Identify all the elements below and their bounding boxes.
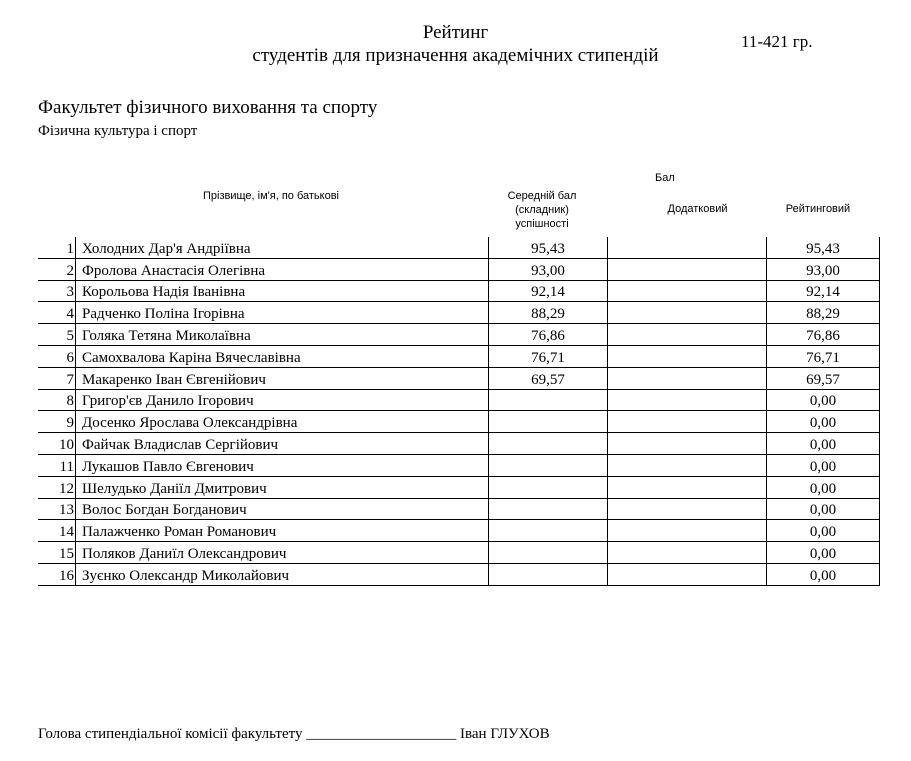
additional-score [608,498,767,520]
average-score: 76,71 [489,345,608,367]
row-number: 2 [38,258,76,280]
signature-line: ____________________ [306,726,457,742]
average-score [489,411,608,433]
table-row [38,324,880,346]
signer-name: Іван ГЛУХОВ [460,726,550,742]
additional-score [608,367,767,389]
student-name: Файчак Владислав Сергійович [76,433,489,455]
student-name: Палажченко Роман Романович [76,520,489,542]
column-header-bal: Бал [655,172,675,184]
student-name: Самохвалова Каріна Вячеславівна [76,345,489,367]
column-header-average-line2: (складник) [515,204,569,216]
rating-score: 92,14 [767,280,880,302]
student-name: Корольова Надія Іванівна [76,280,489,302]
average-score [489,476,608,498]
rating-score: 0,00 [767,433,880,455]
row-number: 15 [38,542,76,564]
average-score [489,563,608,585]
row-number: 12 [38,476,76,498]
additional-score [608,433,767,455]
student-name: Радченко Поліна Ігорівна [76,302,489,324]
row-number: 9 [38,411,76,433]
student-name: Макаренко Іван Євгенійович [76,367,489,389]
average-score: 92,14 [489,280,608,302]
student-name: Лукашов Павло Євгенович [76,454,489,476]
row-number: 5 [38,324,76,346]
additional-score [608,389,767,411]
column-header-average [503,189,581,231]
rating-score: 0,00 [767,542,880,564]
additional-score [608,476,767,498]
table-row [38,433,880,455]
table-row [38,498,880,520]
document-title: Рейтинг [422,22,489,43]
additional-score [608,258,767,280]
additional-score [608,324,767,346]
specialty-name: Фізична культура і спорт [38,123,198,139]
table-row [38,302,880,324]
additional-score [608,454,767,476]
student-name: Волос Богдан Богданович [76,498,489,520]
table-row [38,389,880,411]
average-score: 88,29 [489,302,608,324]
student-name: Досенко Ярослава Олександрівна [76,411,489,433]
row-number: 13 [38,498,76,520]
row-number: 11 [38,454,76,476]
additional-score [608,411,767,433]
column-header-average-line1: Середній бал [507,190,577,202]
group-label: 11-421 гр. [741,32,813,51]
column-header-average-line3: успішності [515,218,569,230]
rating-score: 0,00 [767,411,880,433]
rating-score: 0,00 [767,563,880,585]
average-score [489,542,608,564]
average-score: 93,00 [489,258,608,280]
average-score [489,520,608,542]
additional-score [608,237,767,258]
table-row [38,542,880,564]
row-number: 4 [38,302,76,324]
rating-score: 95,43 [767,237,880,258]
average-score: 76,86 [489,324,608,346]
additional-score [608,520,767,542]
student-name: Григор'єв Данило Ігорович [76,389,489,411]
table-row [38,367,880,389]
table-row [38,520,880,542]
average-score [489,433,608,455]
average-score: 95,43 [489,237,608,258]
average-score [489,389,608,411]
row-number: 7 [38,367,76,389]
additional-score [608,542,767,564]
table-row [38,237,880,258]
table-row [38,280,880,302]
row-number: 6 [38,345,76,367]
table-row [38,454,880,476]
column-header-name: Прізвище, ім'я, по батькові [203,190,339,202]
average-score: 69,57 [489,367,608,389]
table-row [38,345,880,367]
table-row [38,411,880,433]
rating-score: 88,29 [767,302,880,324]
rating-score: 0,00 [767,476,880,498]
table-row [38,476,880,498]
additional-score [608,302,767,324]
additional-score [608,280,767,302]
row-number: 3 [38,280,76,302]
student-name: Зуєнко Олександр Миколайович [76,563,489,585]
average-score [489,498,608,520]
rating-score: 0,00 [767,520,880,542]
table-row [38,563,880,585]
footer-signature [38,726,550,743]
rating-score: 76,71 [767,345,880,367]
rating-score: 0,00 [767,498,880,520]
row-number: 16 [38,563,76,585]
row-number: 14 [38,520,76,542]
rating-score: 76,86 [767,324,880,346]
rating-table [38,237,880,586]
table-row [38,258,880,280]
student-name: Фролова Анастасія Олегівна [76,258,489,280]
document-subtitle: студентів для призначення академічних стипендій [252,45,659,66]
row-number: 1 [38,237,76,258]
student-name: Шелудько Даніїл Дмитрович [76,476,489,498]
faculty-name: Факультет фізичного виховання та спорту [38,97,378,118]
additional-score [608,563,767,585]
column-header-rating: Рейтинговий [785,203,851,215]
student-name: Голяка Тетяна Миколаївна [76,324,489,346]
row-number: 10 [38,433,76,455]
rating-score: 93,00 [767,258,880,280]
column-header-additional: Додатковий [667,203,728,215]
additional-score [608,345,767,367]
rating-score: 0,00 [767,454,880,476]
footer-label: Голова стипендіальної комісії факультету [38,726,303,742]
rating-score: 0,00 [767,389,880,411]
student-name: Поляков Даниїл Олександрович [76,542,489,564]
student-name: Холодних Дар'я Андріївна [76,237,489,258]
rating-score: 69,57 [767,367,880,389]
row-number: 8 [38,389,76,411]
average-score [489,454,608,476]
